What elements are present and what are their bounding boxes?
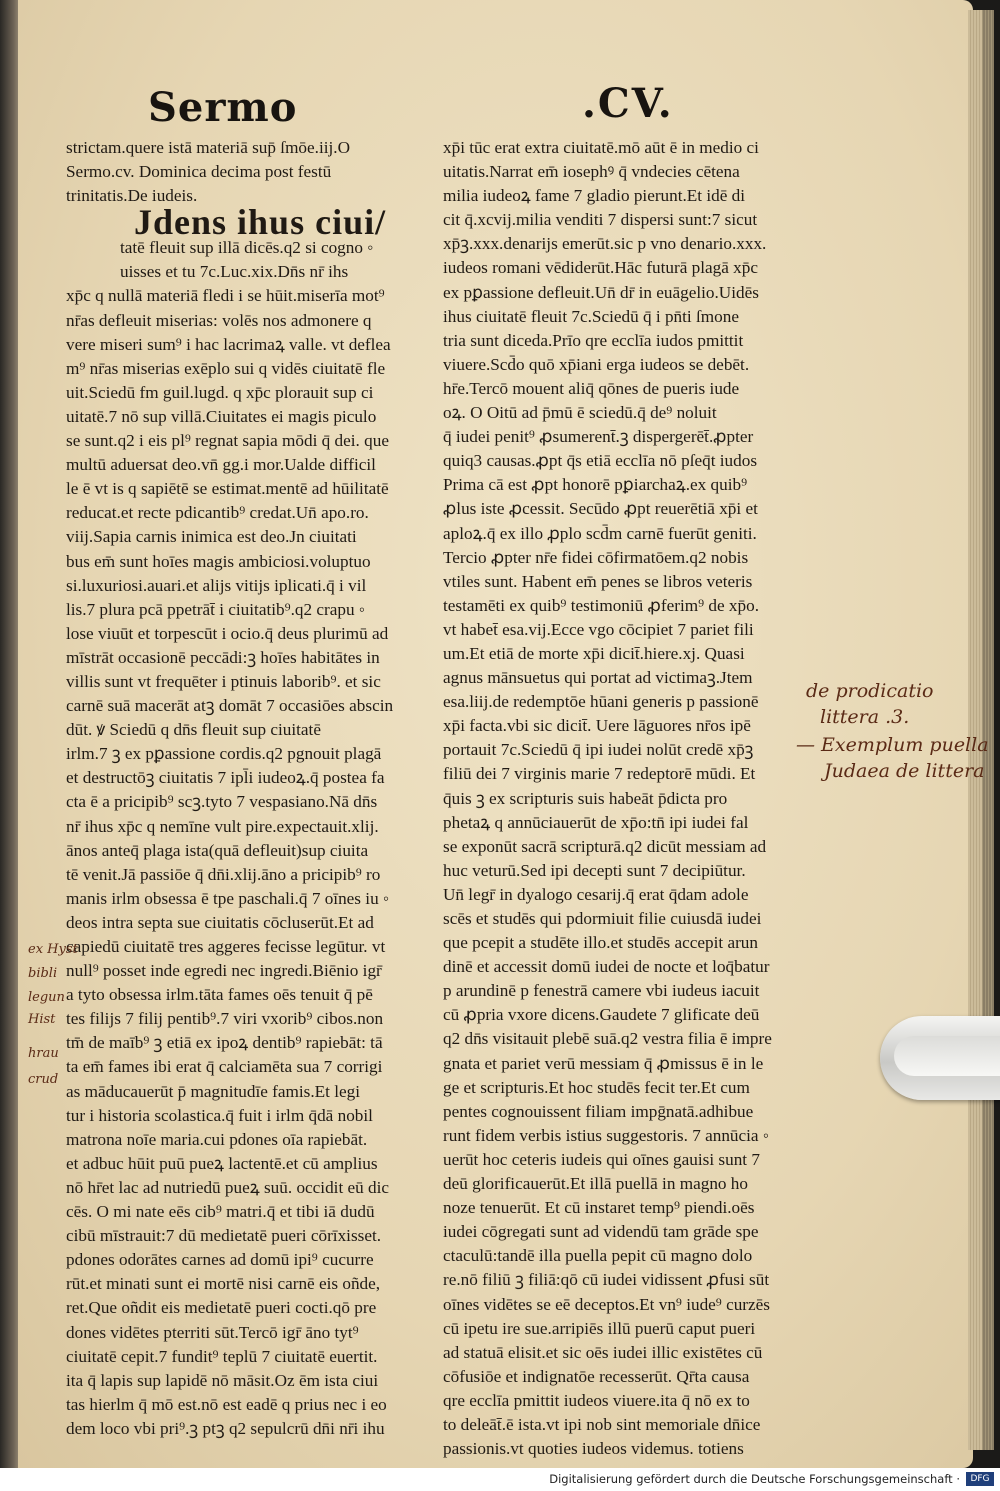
text-line: to deleāt̄.ē ista.vt ipi nob sint memoriale dn̄ice [443,1414,761,1434]
text-line: phetaꝝ q annūciauerūt de xp̄o:tn̄ ipi iudei fal [443,812,749,832]
text-line: uerūt hoc ceteris iudeis qui oīnes gauisi sunt 7 [443,1149,760,1169]
text-line: reducat.et recte pdicantib⁹ credat.Un̄ apo.ro. [66,503,369,523]
text-line: vt habet̄ esa.vij.Ecce vgo cōcipiet 7 pariet fili [443,619,754,639]
text-line: Prima cā est ꝓpt honorē pꝑiarchaꝝ.ex quib⁹ [443,475,748,495]
text-line: nō hr̄et lac ad nutriedū pueꝝ suū. occidit eū dic [66,1177,390,1197]
marginal-note: littera .3. [820,706,910,728]
text-line: ad statuā elisit.et sic oēs iudei illic existētes cū [443,1342,763,1362]
text-line: lose viuūt et torpescūt i ocio.q̄ deus plurimū ad [66,623,389,643]
text-line: deos intra septa sue ciuitatis cōcluserūt.Et ad [66,912,374,932]
text-line: cū ipetu ire sue.arripiēs illū puerū caput pueri [443,1318,756,1338]
text-line: capiedū ciuitatē tres aggeres fecisse legūtur. vt [66,937,386,956]
text-line: testamēti ex quib⁹ testimoniū ꝓferim⁹ de xp̄o. [443,595,759,615]
text-line: tas hierlm q̄ mō est.nō est eadē q prius nec i eo [66,1394,387,1414]
text-line: vtiles sunt. Habent em̄ penes se libros veteris [443,571,753,591]
text-line: ānos anteq̄ plaga ista(quā defleuit)sup ciuita [66,840,369,860]
text-line: viij.Sapia carnis inimica est deo.Jn ciuitati [66,527,357,547]
text-line: milia iudeoꝝ fame 7 gladio pierunt.Et idē di [443,186,746,206]
text-line: iudei cōgregati sunt ad videndū tam grāde spe [443,1222,759,1242]
text-line: hr̄e.Tercō mouent aliq̄ qōnes de pueris iude [443,378,740,398]
text-line: ihus ciuitatē fleuit 7c.Sciedū q̄ i pn̄ti ſmone [443,306,739,326]
page-edges [968,10,982,1450]
page-edges-outer [982,10,994,1450]
text-line: ex pꝑassione defleuit.Un̄ dr̄ in euāgelio.Uidēs [443,282,759,302]
text-line: cōfusiōe et indignatōe recesserūt. Qr̄ta causa [443,1366,750,1386]
text-line: runt fidem verbis istius suggestoris. 7 annūcia ◦ [443,1125,769,1145]
marginal-note: legun [28,990,65,1005]
text-line: Jdens ihus ciui/ [134,208,387,237]
text-line: q̄ iudei penit⁹ ꝓsumerent̄.ꝫ dispergerēt̄.ꝓpter [443,427,754,447]
text-line: ge et scripturis.Et hoc studēs fecit ter.Et cum [443,1077,750,1097]
text-line: carnē suā macerāt atꝫ domāt 7 occasiōes abscin [66,696,394,716]
text-line: bus em̄ sunt hoīes magis ambiciosi.voluptuo [66,551,371,571]
text-line: nr̄as defleuit miserias: volēs nos admonere q [66,310,372,330]
text-line: qre ecclīa pmittit iudeos viuere.ita q̄ nō ex to [443,1390,750,1410]
text-line: null⁹ posset inde egredi nec ingredi.Biēnio igr̄ [66,961,382,981]
text-line: gnata et pariet verū messiam q̄ ꝓmissus ē in le [443,1053,764,1073]
text-line: et destructōꝫ ciuitatis 7 ipl̄i iudeoꝝ.q̄ postea fa [66,768,385,788]
text-line: passionis.vt quoties iudeos videmus. totiens [443,1439,744,1459]
text-line: ctaculū:tandē illa puella pepit cū magno dolo [443,1246,753,1266]
marginal-note: — Exemplum puella [796,734,989,756]
text-line: iudeos romani vēdiderūt.Hāc futurā plagā xp̄c [443,258,758,278]
text-line: dones vidētes pterriti sūt.Tercō igr̄ āno tyt⁹ [66,1322,359,1342]
text-line: cta ē a pricipib⁹ scꝫ.tyto 7 vespasiano.Nā dn̄s [66,792,378,812]
text-line: cēs. O mi nate eēs cib⁹ matri.q̄ et tibi iā dudū [66,1202,375,1222]
text-line: ita q̄ lapis sup lapidē nō māsit.Oz ēm ista ciui [66,1370,379,1390]
text-line: noze tenuerūt. Et cū instaret temp⁹ piendi.oēs [443,1198,755,1218]
text-line: nr̄ ihus xp̄c q nemīne vult pire.expectauit.xlij. [66,816,379,836]
text-line: agnus mānsuetus qui portat ad victimaꝫ.Jtem [443,668,753,688]
text-line: dinē et accessit domū iudei de nocte et loq̄batur [443,957,770,977]
text-line: m⁹ nr̄as miserias exēplo sui q vidēs ciuitatē fle [66,358,386,378]
marginal-note: crud [28,1072,59,1087]
marginal-note: Hist [28,1012,56,1027]
text-line: cū ꝓpria vxore dicens.Gaudete 7 glificate deū [443,1005,760,1025]
text-line: filiū dei 7 virginis marie 7 redeptorē mūdi. Et [443,764,756,784]
text-line: trinitatis.De iudeis. [66,186,198,206]
text-line: viuere.Scd̄o quō xp̄iani erga iudeos se debēt. [443,354,750,374]
text-line: tria sunt diceda.Prīo qre ecclīa iudos pmittit [443,330,744,350]
text-line: pentes cognouissent filiam impḡnatā.adhibue [443,1101,754,1121]
text-line: dūt. ꝟ Sciedū q dn̄s fleuit sup ciuitatē [66,720,321,740]
text-line: re.nō filiū ꝫ filiā:qō cū iudei vidissent ꝓfusi sūt [443,1270,770,1290]
text-line: cibū mīstrauit:7 dū medietatē pueri cōrīxisset. [66,1226,382,1246]
text-line: si.luxuriosi.auari.et alijs vitijs iplicati.q̄ i vil [66,575,367,595]
paper-clip [880,1016,1000,1100]
text-line: irlm.7 ꝫ ex pꝑassione cordis.q2 pgnouit plagā [66,744,382,764]
text-line: Tercio ꝓpter nr̄e fidei cōfirmatōem.q2 nobis [443,547,749,567]
text-line: oꝝ. O Oitū ad p̄mū ē sciedū.q̄ de⁹ noluit [443,403,717,423]
text-line: as māducauerūt p̄ magnitudīe famis.Et legi [66,1081,361,1101]
text-line: uisses et tu 7c.Luc.xix.Dn̄s nr̄ ihs [120,262,349,282]
text-line: rūt.et minati sunt ei mortē nisi carnē eis oñde, [66,1274,381,1294]
text-line: tm̄ de maīb⁹ ꝫ etiā ex ipoꝝ dentib⁹ rapiebāt: tā [66,1033,383,1053]
text-line: uitatē.7 nō sup villā.Ciuitates ei magis piculo [66,406,377,426]
text-line: vere miseri sum⁹ i hac lacrimaꝝ valle. vt deflea [66,334,391,354]
text-line: Un̄ legr̄ in dyalogo cesarij.q̄ erat q̄dam adole [443,884,749,904]
text-line: se exponūt sacrā scripturā.q2 dicūt messiam ad [443,836,767,856]
text-line: a tyto obsessa irlm.tāta fames oēs tenuit q̄ pē [66,985,373,1005]
text-line: oīnes vidētes se eē deceptos.Et vn⁹ iude⁹ curzēs [443,1294,770,1314]
text-line: tē venit.Jā passiōe q̄ dn̄i.xlij.āno a pricipib⁹ ro [66,864,381,884]
marginal-note: de prodicatio [806,680,934,702]
text-line: deū glorificauerūt.Et illā puellā in magno ho [443,1174,748,1194]
text-line: mīstrāt occasionē peccādi:ꝫ hoīes habitātes in [66,647,380,667]
text-line: p arundinē p fenestrā camere vbi iudeus iacuit [443,981,760,1001]
text-line: q̄uis ꝫ ex scripturis suis habeāt p̄dicta pro [443,788,728,808]
text-line: aploꝝ.q̄ ex illo ꝓplo scd̄m carnē fuerūt geniti. [443,523,757,543]
marginal-note: bibli [28,966,58,981]
running-header-left: Sermo [148,84,298,131]
text-line: villis sunt vt frequēter i ptinuis laborib⁹. et sic [66,671,381,691]
text-line: ciuitatē cepit.7 fundit⁹ teplū 7 ciuitatē euertit. [66,1346,378,1366]
text-column-left [66,136,414,1441]
marginal-note: ex Hyst [28,942,78,957]
text-line: matrona noīe maria.cui pdones oīa rapiebāt. [66,1129,368,1149]
footer-bar [0,1468,1000,1491]
text-line: ret.Que oñdit eis medietatē pueri cocti.qō pre [66,1298,377,1318]
dfg-logo: DFG [966,1472,994,1486]
text-line: que pcepit a studēte illo.et studēs accepit arun [443,933,758,953]
text-line: ta em̄ fames ibi erat q̄ calciamēta sua 7 corrigi [66,1057,383,1077]
text-line: manis irlm obsessa ē tpe paschali.q̄ 7 oīnes iu ◦ [66,888,390,908]
text-line: le ē vt is q sapiētē se estimat.mentē ad hūilitatē [66,479,389,499]
text-line: multū aduersat deo.vn̄ gg.i mor.Ualde difficil [66,455,376,475]
text-line: tatē fleuit sup illā dicēs.q2 si cogno ◦ [120,238,374,258]
footer-credit: Digitalisierung gefördert durch die Deutsche Forschungsgemeinschaft · [549,1472,960,1486]
text-line: um.Et etiā de morte xp̄i dicit̄.hiere.xj. Quasi [443,643,745,663]
text-line: lis.7 plura pcā ppetrāt̄ i ciuitatib⁹.q2 crapu ◦ [66,599,365,619]
text-line: pdones odorātes carnes ad domū ipi⁹ cucurre [66,1250,374,1270]
text-line: tur i historia scolastica.q̄ fuit i irlm q̄dā nobil [66,1105,373,1125]
text-line: xp̄i tūc erat extra ciuitatē.mō aūt ē in medio ci [443,138,759,157]
text-line: q2 dn̄s visitauit plebē suā.q2 vestra filia ē impre [443,1029,772,1049]
text-line: quiq3 causas.ꝓpt q̄s etiā ecclīa nō pſeq̄t iudos [443,451,758,471]
marginal-note: hrau [28,1046,59,1061]
text-line: uit.Sciedū fm guil.lugd. q xp̄c plorauit sup ci [66,382,374,402]
text-line: huc veturū.Sed ipi decepti sunt 7 decipiūtur. [443,860,746,880]
marginal-note: Judaea de littera [824,760,985,782]
text-line: dem loco vbi pri⁹.ꝫ ptꝫ q2 sepulcrū dn̄i nr̄i ihu [66,1418,385,1438]
running-header-right: .CV. [582,80,674,127]
text-line: Sermo.cv. Dominica decima post festū [66,162,332,182]
text-column-right [443,136,793,1461]
text-line: strictam.quere istā materiā sup̄ ſmōe.iij.O [66,138,350,157]
text-line: xp̄i facta.vbi sic dicit̄. Uere lāguores nr̄os ipē [443,716,751,736]
text-line: scēs et studēs qui pdormiuit filie cuiusdā iudei [443,909,762,928]
text-line: portauit 7c.Sciedū q̄ ipi iudei nolūt credē xp̄ꝫ [443,740,754,760]
text-line: et adbuc hūit puū pueꝝ lactentē.et cū amplius [66,1153,378,1173]
text-line: cit q̄.xcvij.milia venditi 7 dispersi sunt:7 sicut [443,210,758,230]
text-line: uitatis.Narrat em̄ iosephꝰ q̄ vndecies cētena [443,162,740,182]
text-line: xp̄ꝫ.xxx.denarijs emerūt.sic p vno denario.xxx. [443,234,767,254]
text-line: se sunt.q2 i eis pl⁹ regnat sapia mōdi q̄ dei. que [66,431,389,451]
text-line: tes filijs 7 filij pentib⁹.7 viri vxorib⁹ cibos.non [66,1009,384,1029]
text-line: xp̄c q nullā materiā fledi i se hūit.miserīa mot⁹ [66,286,385,306]
text-line: esa.liij.de redemptōe hūani generis p passionē [443,692,759,712]
text-line: ꝓlus iste ꝓcessit. Secūdo ꝓpt reuerētiā xp̄i et [443,499,758,519]
